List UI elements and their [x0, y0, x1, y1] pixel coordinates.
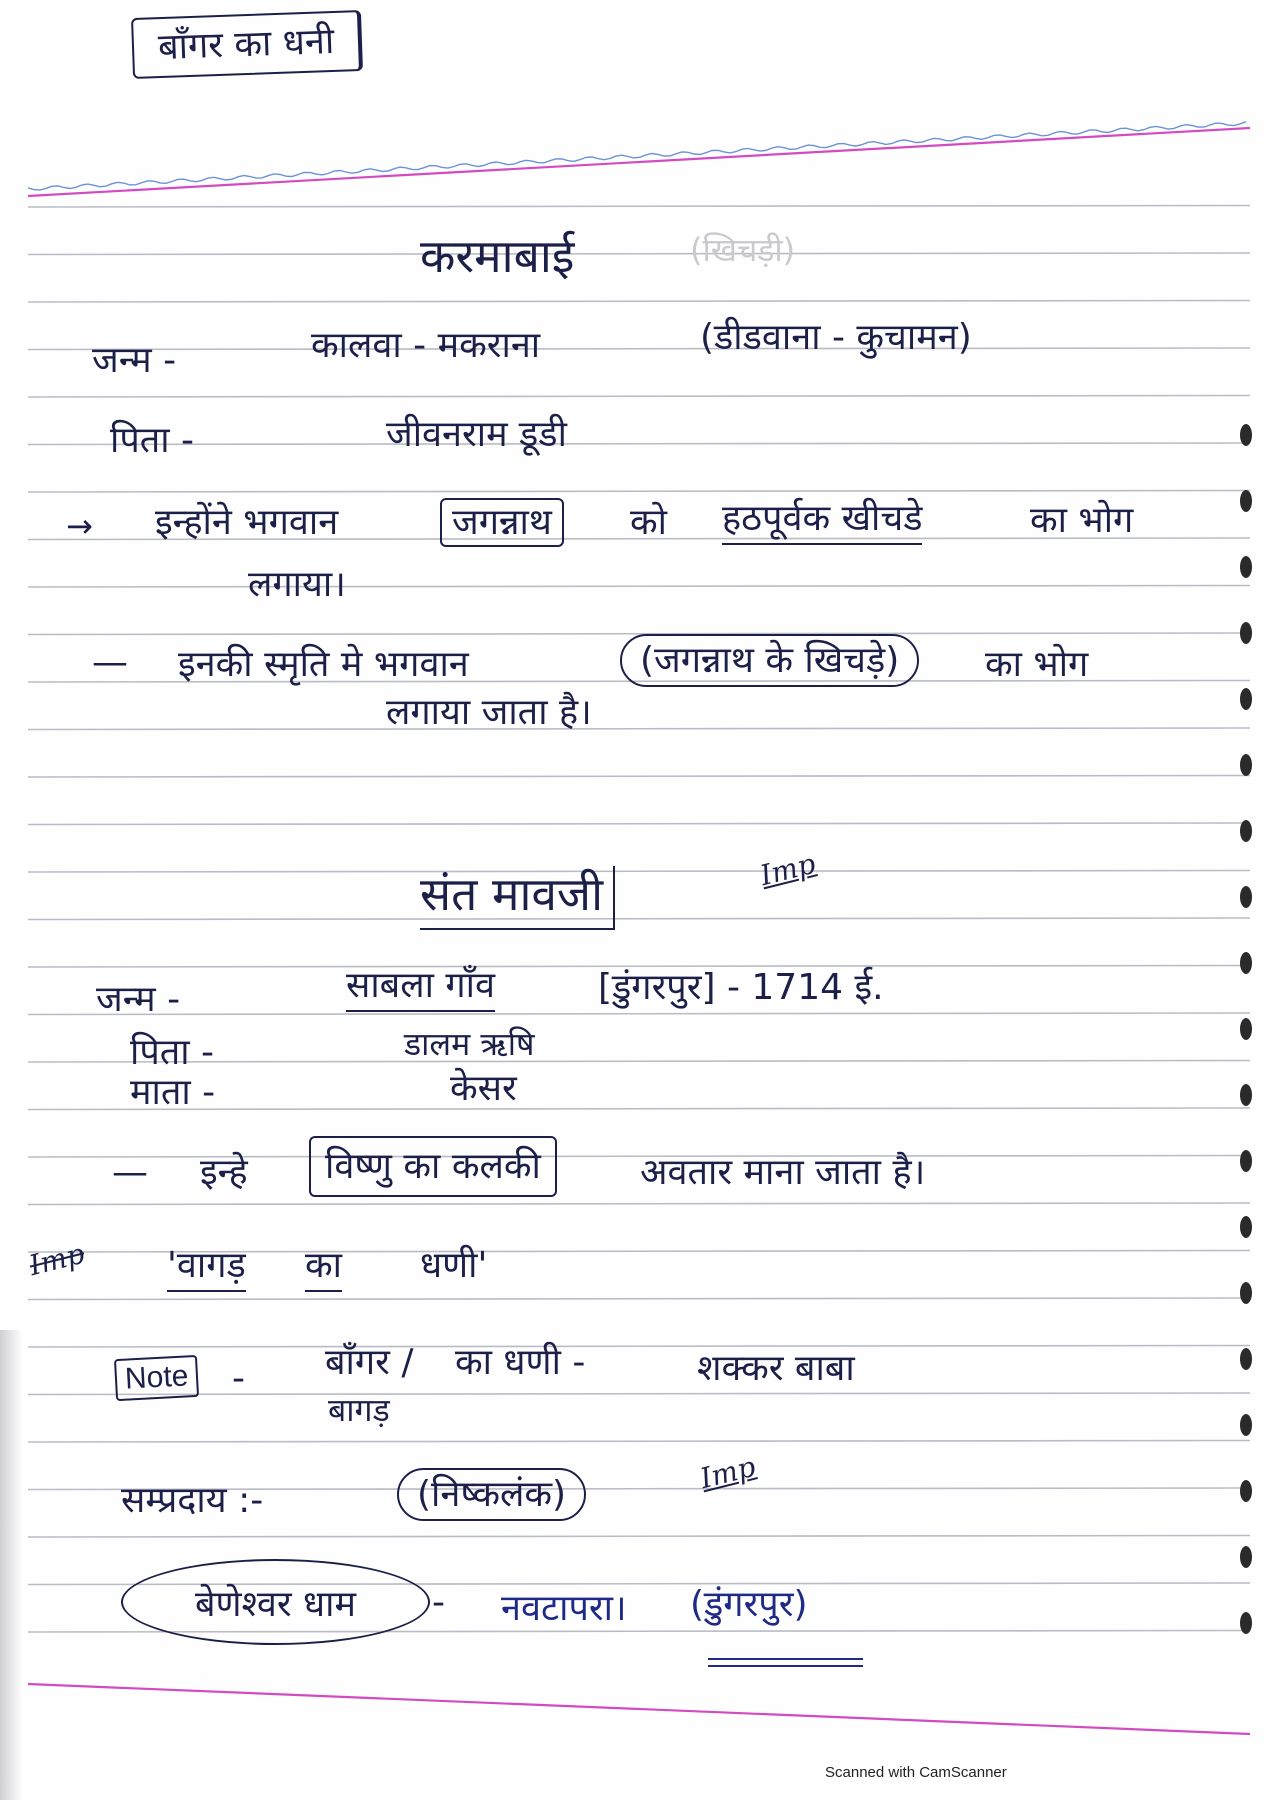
ruled-line — [28, 918, 1250, 920]
binding-hole — [1240, 1216, 1252, 1238]
dash-bullet: — — [92, 642, 128, 683]
karmabai-title-pencil-note: (खिचड़ी) — [690, 231, 796, 269]
binding-hole — [1240, 556, 1252, 578]
ruled-line — [28, 1203, 1250, 1205]
point1-text-a: इन्होंने भगवान — [155, 502, 339, 543]
binding-hole — [1240, 1150, 1252, 1172]
note-tag: Note — [114, 1355, 199, 1401]
ruled-line — [28, 253, 1250, 255]
binding-hole — [1240, 1612, 1252, 1634]
imp-mark: Imp — [696, 1449, 759, 1496]
point2-circled-phrase: (जगन्नाथ के खिचड़े) — [620, 634, 919, 687]
karmabai-title: करमाबाई — [420, 229, 575, 283]
binding-hole — [1240, 754, 1252, 776]
bottom-margin-line-pink — [28, 1684, 1250, 1734]
page-edge-shadow — [0, 1330, 22, 1800]
point1-underlined-phrase: हठपूर्वक खीचडे — [722, 496, 922, 545]
binding-hole — [1240, 424, 1252, 446]
avatar-text-a: इन्हे — [200, 1152, 248, 1193]
note-phrase: का धणी - — [455, 1342, 586, 1383]
dham-ellipse — [121, 1559, 430, 1645]
ruled-line — [28, 1346, 1250, 1348]
epithet-word-1: 'वागड़ — [167, 1243, 246, 1292]
point1-line2: लगाया। — [248, 564, 346, 605]
point2-text-b: का भोग — [985, 644, 1089, 685]
binding-hole — [1240, 1546, 1252, 1568]
ruled-line — [28, 728, 1250, 730]
binding-hole — [1240, 1084, 1252, 1106]
ruled-line — [28, 491, 1250, 493]
ruled-line — [28, 1298, 1250, 1300]
dham-name: बेणेश्वर धाम — [194, 1583, 357, 1625]
ruled-line — [28, 348, 1250, 350]
point2-line2: लगाया जाता है। — [386, 692, 592, 733]
scanner-watermark: Scanned with CamScanner — [825, 1764, 1007, 1781]
binding-hole — [1240, 490, 1252, 512]
binding-hole — [1240, 622, 1252, 644]
mavji-birth-label: जन्म - — [96, 979, 181, 1020]
note-dash: - — [232, 1358, 245, 1399]
epithet-word-2: का — [305, 1243, 342, 1292]
avatar-boxed-phrase: विष्णु का कलकी — [309, 1136, 557, 1197]
ruled-line — [28, 1441, 1250, 1443]
top-boxed-heading: बाँगर का धनी — [131, 10, 363, 79]
avatar-text-b: अवतार माना जाता है। — [640, 1152, 926, 1193]
arrow-bullet: → — [66, 507, 93, 545]
karmabai-father-label: पिता - — [110, 420, 195, 461]
binding-hole — [1240, 688, 1252, 710]
ruled-line — [28, 396, 1250, 398]
binding-hole — [1240, 1348, 1252, 1370]
top-margin-line-blue — [28, 122, 1246, 190]
binding-hole — [1240, 886, 1252, 908]
ruled-line — [28, 301, 1250, 303]
binding-hole — [1240, 1282, 1252, 1304]
mavji-mother-label: माता - — [130, 1072, 216, 1113]
mavji-birth-rest: [डुंगरपुर] - 1714 ई. — [598, 967, 884, 1008]
karmabai-birth-label: जन्म - — [92, 340, 177, 381]
mavji-father-label: पिता - — [130, 1032, 215, 1073]
ruled-line — [28, 1013, 1250, 1015]
imp-mark-crossed: Imp — [25, 1236, 88, 1283]
dham-district: (डुंगरपुर) — [690, 1584, 808, 1625]
ruled-line — [28, 1536, 1250, 1538]
imp-mark: Imp — [756, 846, 819, 893]
point1-boxed-word: जगन्नाथ — [440, 498, 564, 547]
ruled-line — [28, 443, 1250, 445]
ruled-line — [28, 776, 1250, 778]
binding-hole — [1240, 952, 1252, 974]
binding-hole — [1240, 1018, 1252, 1040]
mavji-birth-village: साबला गाँव — [346, 963, 495, 1012]
ruled-line — [28, 206, 1250, 208]
point1-text-c: का भोग — [1030, 500, 1134, 541]
point2-text-a: इनकी स्मृति मे भगवान — [178, 644, 469, 685]
point1-text-b: को — [630, 502, 667, 543]
sect-label: सम्प्रदाय :- — [121, 1480, 264, 1521]
binding-hole — [1240, 1414, 1252, 1436]
karmabai-birth-district: (डीडवाना - कुचामन) — [700, 317, 972, 358]
note-term: बाँगर / — [325, 1342, 414, 1383]
ruled-line — [28, 871, 1250, 873]
ruled-line — [28, 823, 1250, 825]
double-underline — [708, 1658, 863, 1667]
sect-value: (निष्कलंक) — [397, 1468, 586, 1521]
mavji-father-value: डालम ऋषि — [404, 1025, 535, 1063]
dham-place: नवटापरा। — [501, 1588, 627, 1629]
binding-hole — [1240, 820, 1252, 842]
ruled-line — [28, 586, 1250, 588]
note-person: शक्कर बाबा — [697, 1348, 855, 1389]
karmabai-birth-place: कालवा - मकराना — [311, 325, 541, 366]
mavji-title: संत मावजी — [420, 866, 615, 930]
dash-bullet: — — [112, 1152, 148, 1193]
binding-hole — [1240, 1480, 1252, 1502]
epithet-word-3: धणी' — [420, 1245, 488, 1286]
karmabai-father-value: जीवनराम डूडी — [386, 414, 567, 455]
dham-dash: - — [432, 1582, 445, 1623]
mavji-mother-value: केसर — [450, 1068, 517, 1109]
note-alt-term: बागड़ — [328, 1391, 390, 1429]
top-margin-line-pink — [28, 128, 1250, 196]
ruled-line — [28, 1393, 1250, 1395]
